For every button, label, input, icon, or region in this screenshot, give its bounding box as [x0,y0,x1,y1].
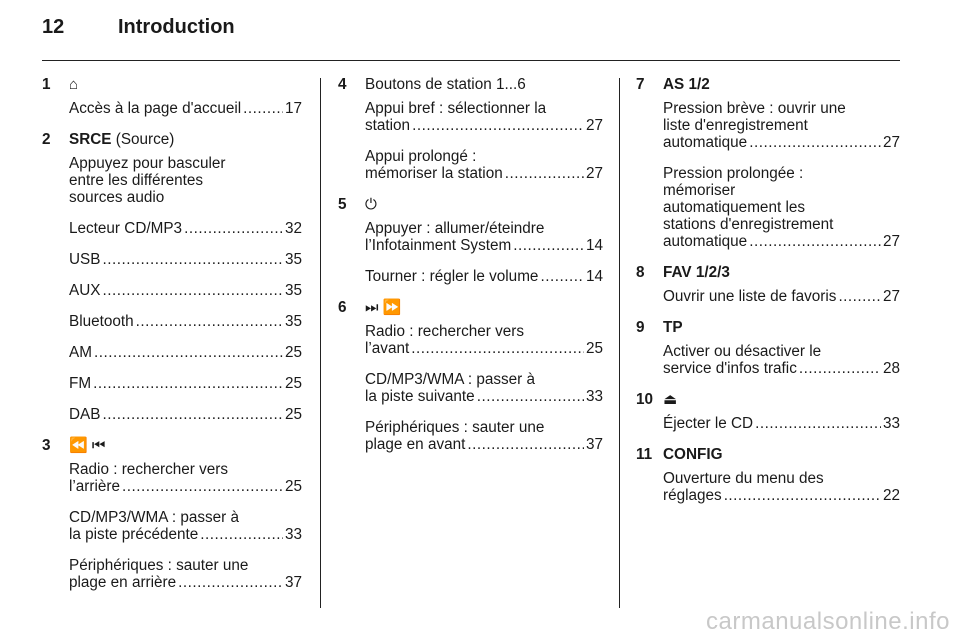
dot-leader [467,436,584,453]
entry [69,406,302,423]
dot-leader [102,251,283,268]
entry [69,313,302,330]
legend-item [636,391,900,432]
page-number: 12 [42,16,65,38]
entry-reference [69,251,302,268]
entry [69,220,302,237]
legend-item [42,437,302,591]
entry-text: automatique [663,134,748,151]
page-reference: 25 [284,406,302,423]
entry-reference [69,313,302,330]
column-3 [636,76,900,518]
legend-item [42,76,302,117]
entry-reference [69,375,302,392]
power-icon: ⏻ [365,196,377,213]
entry-text: sources audio [69,189,165,206]
legend-item [636,446,900,504]
page-reference: 33 [585,388,603,405]
entry-text: Appuyer : allumer/éteindre [365,220,545,237]
legend-item-header [42,131,302,148]
entry [69,282,302,299]
entry [365,100,603,134]
item-title [663,446,900,463]
item-number: 1 [42,76,51,93]
entry-reference [663,360,900,377]
item-entries [365,323,603,453]
entry-reference [663,288,900,305]
legend-item-header [42,437,302,454]
item-number: 5 [338,196,347,213]
page-reference: 28 [882,360,900,377]
dot-leader [200,526,283,543]
dot-leader [412,117,584,134]
entry-text: Ouvrir une liste de favoris [663,288,837,305]
entry-reference [365,117,603,134]
page-reference: 32 [284,220,302,237]
item-number: 2 [42,131,51,148]
entry [69,375,302,392]
page-reference: 27 [585,165,603,182]
item-title-bold: SRCE [69,131,112,148]
entry-text: Appuyez pour basculer [69,155,226,172]
entry [69,461,302,495]
dot-leader [724,487,881,504]
item-entries [663,288,900,305]
entry-reference [365,165,603,182]
legend-item [338,299,603,453]
entry [69,344,302,361]
dot-leader [540,268,584,285]
item-title [69,76,302,93]
item-title-text: (Source) [111,131,175,148]
dot-leader [184,220,283,237]
entry-text: AM [69,344,92,361]
dot-leader [513,237,584,254]
dot-leader [243,100,283,117]
dot-leader [799,360,881,377]
item-number: 3 [42,437,51,454]
entry [365,220,603,254]
entry-text: Périphériques : sauter une [69,557,249,574]
dot-leader [102,282,283,299]
legend-item-header [338,76,603,93]
entry-text: automatique [663,233,748,250]
dot-leader [755,415,881,432]
entry-text: Tourner : régler le volume [365,268,539,285]
entry-text: Accès à la page d'accueil [69,100,242,117]
item-title-bold: FAV 1/2/3 [663,264,730,281]
entry-text: DAB [69,406,101,423]
entry-reference [69,220,302,237]
entry-text: plage en avant [365,436,466,453]
entry-text: service d'infos trafic [663,360,797,377]
item-number: 4 [338,76,347,93]
dot-leader [749,134,881,151]
item-title-bold: CONFIG [663,446,723,463]
entry-reference [663,487,900,504]
entry-text: Pression prolongée : [663,165,804,182]
legend-item-header [636,391,900,408]
legend-item [636,319,900,377]
item-number: 7 [636,76,645,93]
legend-item-header [338,196,603,213]
entry-reference [663,233,900,250]
entry [663,100,900,151]
entry-text: Appui prolongé : [365,148,477,165]
entry-text: Ouverture du menu des [663,470,824,487]
page-reference: 37 [284,574,302,591]
page-reference: 17 [284,100,302,117]
page-reference: 25 [284,375,302,392]
item-entries [69,100,302,117]
dot-leader [122,478,283,495]
item-entries [69,461,302,591]
item-title [365,299,603,316]
entry [663,415,900,432]
dot-leader [136,313,283,330]
entry-text: Appui bref : sélectionner la [365,100,547,117]
page-reference: 27 [882,233,900,250]
dot-leader [93,375,283,392]
entry [69,557,302,591]
entry [365,268,603,285]
entry-text: stations d'enregistrement [663,216,834,233]
entry-text: liste d'enregistrement [663,117,808,134]
watermark: carmanualsonline.info [706,608,950,635]
entry-text: Radio : rechercher vers [365,323,524,340]
legend-item-header [338,299,603,316]
entry-text: la piste précédente [69,526,199,543]
page-reference: 27 [585,117,603,134]
column-2 [338,76,603,467]
entry-text: automatiquement les [663,199,806,216]
entry-text: Périphériques : sauter une [365,419,545,436]
entry [69,155,302,206]
item-entries [69,155,302,423]
dot-leader [102,406,283,423]
entry [663,343,900,377]
item-title [69,437,302,454]
item-title [69,131,302,148]
dot-leader [505,165,584,182]
entry [365,371,603,405]
item-number: 11 [636,446,653,463]
entry-text: l’arrière [69,478,120,495]
dot-leader [411,340,584,357]
entry [663,288,900,305]
page-reference: 27 [882,134,900,151]
item-title-bold: TP [663,319,683,336]
entry-text: FM [69,375,92,392]
item-title-bold: AS 1/2 [663,76,710,93]
column-1 [42,76,302,605]
entry [365,148,603,182]
item-number: 8 [636,264,645,281]
page-reference: 25 [284,344,302,361]
entry-reference [69,478,302,495]
page-reference: 35 [284,251,302,268]
page-reference: 35 [284,313,302,330]
item-title-text: Boutons de station 1...6 [365,76,526,93]
item-entries [365,220,603,285]
entry-text: Activer ou désactiver le [663,343,822,360]
legend-item-header [636,446,900,463]
dot-leader [838,288,881,305]
page-reference: 25 [284,478,302,495]
item-title [365,196,603,213]
entry-text: CD/MP3/WMA : passer à [69,509,240,526]
entry-text: USB [69,251,101,268]
page-reference: 14 [585,268,603,285]
entry-text: CD/MP3/WMA : passer à [365,371,536,388]
item-title [663,76,900,93]
entry-text: réglages [663,487,722,504]
legend-item-header [636,319,900,336]
item-number: 9 [636,319,645,336]
entry-text: station [365,117,411,134]
entry [69,100,302,117]
entry [365,323,603,357]
eject-icon: ⏏ [663,391,678,408]
entry-text: mémoriser la station [365,165,503,182]
entry-reference [69,526,302,543]
item-number: 10 [636,391,654,408]
item-entries [663,343,900,377]
entry-text: l’avant [365,340,410,357]
item-title [663,391,900,408]
entry-text: plage en arrière [69,574,177,591]
entry-reference [365,340,603,357]
entry [69,251,302,268]
entry-reference [365,237,603,254]
dot-leader [94,344,283,361]
dot-leader [178,574,283,591]
entry [69,509,302,543]
legend-item [636,76,900,250]
entry-reference [69,406,302,423]
entry-text: Éjecter le CD [663,415,754,432]
entry-reference [69,574,302,591]
entry-text: Lecteur CD/MP3 [69,220,183,237]
entry [365,419,603,453]
page-reference: 22 [882,487,900,504]
dot-leader [749,233,881,250]
dot-leader [477,388,584,405]
entry-text: Bluetooth [69,313,134,330]
page-reference: 27 [882,288,900,305]
legend-item [636,264,900,305]
legend-item-header [42,76,302,93]
entry-reference [365,436,603,453]
entry-reference [69,282,302,299]
legend-item-header [636,264,900,281]
page-reference: 37 [585,436,603,453]
legend-item [338,76,603,182]
entry-text: Radio : rechercher vers [69,461,228,478]
entry-text: mémoriser [663,182,736,199]
entry-reference [663,415,900,432]
item-title [663,264,900,281]
entry-reference [69,100,302,117]
item-entries [663,470,900,504]
page-reference: 35 [284,282,302,299]
item-entries [663,415,900,432]
seek-forward-icon: ⏭ ⏩ [365,299,402,316]
legend-item-header [636,76,900,93]
entry-text: l’Infotainment System [365,237,512,254]
legend-item [338,196,603,285]
column-divider [619,78,620,608]
entry-text: Pression brève : ouvrir une [663,100,846,117]
page-reference: 25 [585,340,603,357]
page-reference: 14 [585,237,603,254]
item-title [663,319,900,336]
item-number: 6 [338,299,347,316]
entry [663,470,900,504]
entry-text: entre les différentes [69,172,204,189]
header-rule [42,60,900,61]
legend-item [42,131,302,423]
entry-text: AUX [69,282,101,299]
seek-back-icon: ⏪ ⏮ [69,437,106,454]
entry-reference [365,268,603,285]
page-reference: 33 [284,526,302,543]
page-title: Introduction [118,16,235,38]
page-reference: 33 [882,415,900,432]
item-entries [663,100,900,250]
item-title [365,76,603,93]
entry-reference [663,134,900,151]
entry-text: la piste suivante [365,388,475,405]
entry-reference [365,388,603,405]
home-icon: ⌂ [69,76,79,93]
item-entries [365,100,603,182]
entry [663,165,900,250]
column-divider [320,78,321,608]
entry-reference [69,344,302,361]
page-header [0,0,960,62]
